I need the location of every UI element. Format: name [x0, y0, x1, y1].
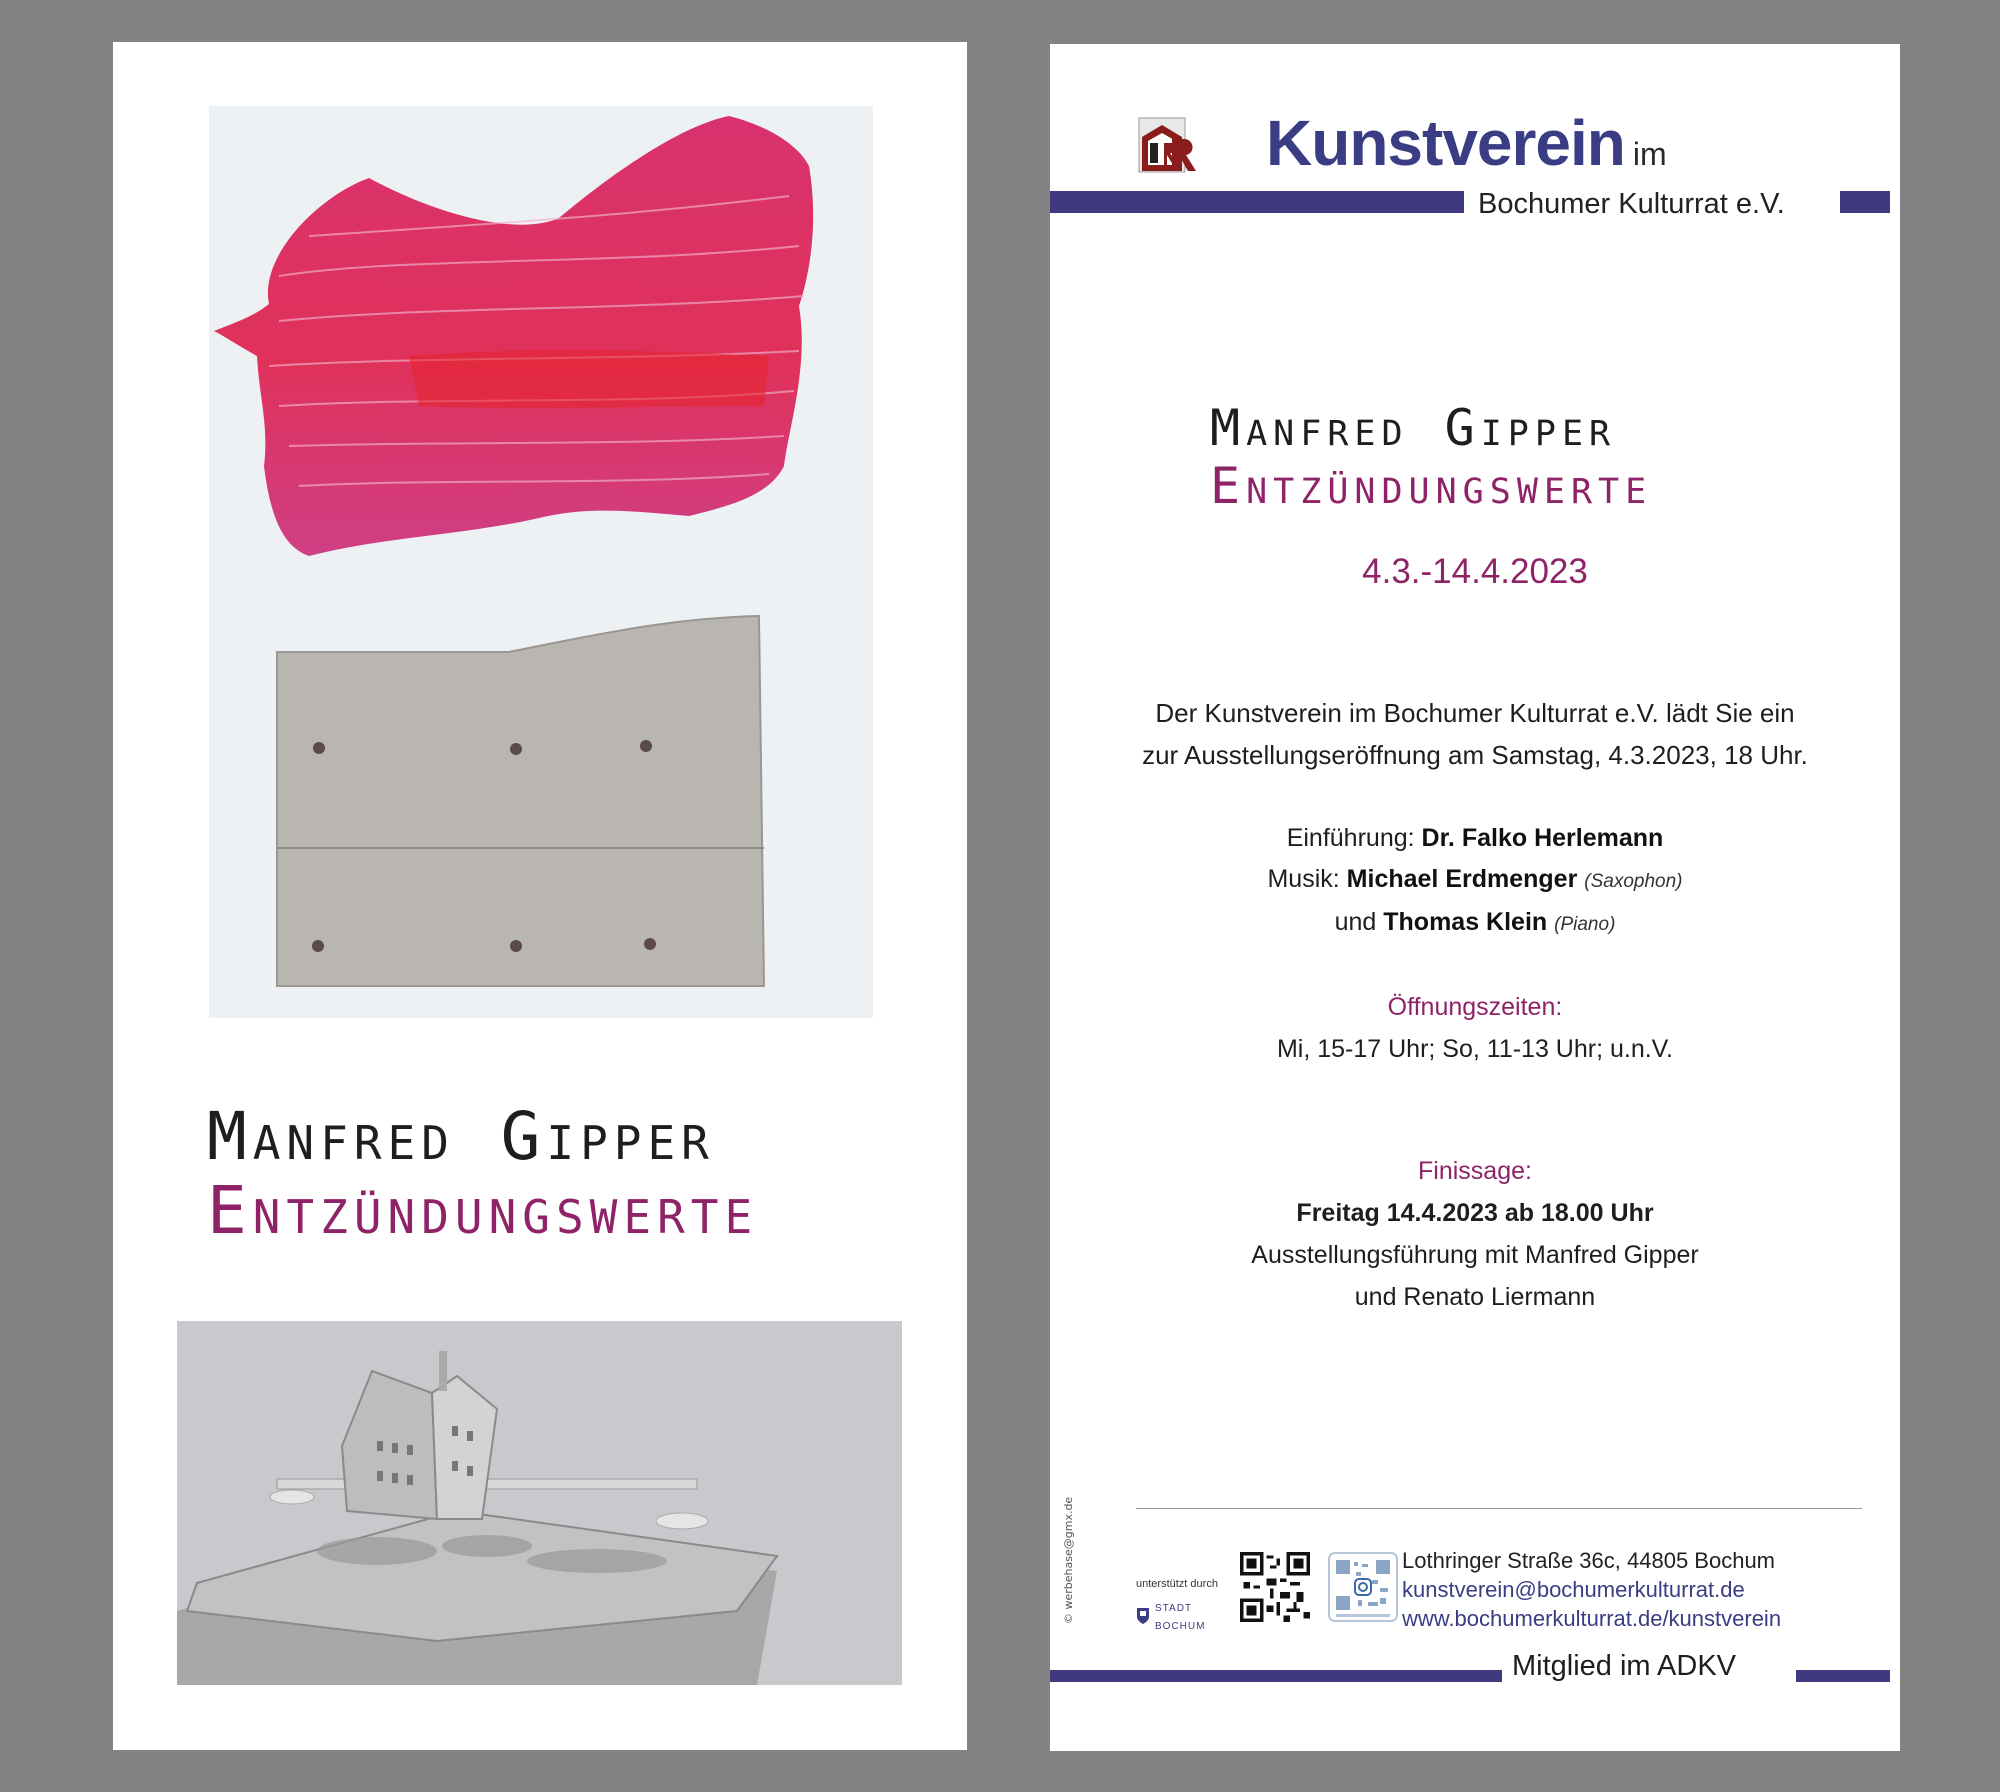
finissage-date: Freitag 14.4.2023 ab 18.00 Uhr: [1296, 1199, 1654, 1227]
invite-line-1: Der Kunstverein im Bochumer Kulturrat e.V. lädt Sie ein: [1155, 698, 1795, 728]
right-title-block: [1210, 400, 1652, 516]
invite-line-2: zur Ausstellungseröffnung am Samstag, 4.3.2023, 18 Uhr.: [1142, 740, 1808, 770]
header-bar-left: [1050, 191, 1464, 213]
flyer-back-panel: [1050, 44, 1900, 1751]
contact-block: [1402, 1546, 1781, 1633]
sponsor-city-1: STADT: [1155, 1603, 1193, 1614]
org-subtitle: Bochumer Kulturrat e.V.: [1478, 188, 1785, 220]
hours-value: Mi, 15-17 Uhr; So, 11-13 Uhr; u.n.V.: [1276, 1035, 1674, 1063]
qr-code-svg: [1240, 1552, 1310, 1622]
music-line: [1050, 859, 1900, 902]
bochum-shield-icon: [1136, 1607, 1150, 1625]
kulturrat-logo-icon: [1138, 117, 1200, 175]
music-and: und: [1334, 908, 1377, 936]
artist-name: Manfred Gipper: [1210, 399, 1617, 457]
opening-hours: [1050, 986, 1900, 1070]
exhibition-dates: 4.3.-14.4.2023: [1362, 552, 1588, 591]
finissage-line-2: und Renato Liermann: [1354, 1283, 1596, 1311]
artwork-brushstroke-svg: [209, 106, 873, 1018]
instagram-qr-svg: [1328, 1552, 1398, 1622]
org-name-im: im: [1632, 136, 1667, 172]
qr-code-icon[interactable]: [1240, 1552, 1310, 1622]
credits: [1050, 818, 1900, 945]
music-line-2: [1050, 902, 1900, 945]
flyer-front-panel: [113, 42, 967, 1750]
org-name: [1266, 106, 1667, 180]
artwork-brushstroke-concrete-image: [209, 106, 873, 1018]
sponsor-label: unterstützt durch: [1136, 1578, 1218, 1590]
music-name-1: Michael Erdmenger: [1346, 865, 1578, 893]
music-instrument-1: (Saxophon): [1584, 871, 1683, 892]
intro-label: Einführung:: [1286, 824, 1415, 852]
address: Lothringer Straße 36c, 44805 Bochum: [1402, 1548, 1776, 1573]
sponsor-city-2: BOCHUM: [1155, 1621, 1206, 1632]
intro-line: [1050, 818, 1900, 859]
kulturrat-logo: [1138, 117, 1200, 175]
footer-bar-right: [1796, 1670, 1890, 1682]
stadt-bochum-logo: [1136, 1598, 1218, 1634]
finissage-line-1: Ausstellungsführung mit Manfred Gipper: [1251, 1241, 1699, 1269]
music-instrument-2: (Piano): [1554, 914, 1616, 935]
finissage-label: Finissage:: [1418, 1157, 1532, 1185]
intro-name: Dr. Falko Herlemann: [1421, 824, 1664, 852]
music-name-2: Thomas Klein: [1383, 908, 1548, 936]
left-title-block: [207, 1098, 759, 1250]
exhibition-title: Entzündungswerte: [207, 1172, 759, 1249]
website-link[interactable]: www.bochumerkulturrat.de/kunstverein: [1402, 1606, 1782, 1631]
artist-name: Manfred Gipper: [207, 1098, 715, 1175]
copyright-text: © werbehase@gmx.de: [1062, 1496, 1075, 1624]
hours-label: Öffnungszeiten:: [1387, 993, 1563, 1021]
footer-bar-left: [1050, 1670, 1502, 1682]
email-link[interactable]: kunstverein@bochumerkulturrat.de: [1402, 1577, 1745, 1602]
footer-divider: [1136, 1508, 1862, 1509]
instagram-qr-code-icon[interactable]: [1328, 1552, 1398, 1622]
invitation-text: [1050, 692, 1900, 776]
adkv-membership: Mitglied im ADKV: [1512, 1650, 1737, 1682]
exhibition-title: Entzündungswerte: [1210, 457, 1653, 515]
finissage: [1050, 1150, 1900, 1318]
header-bar-right: [1840, 191, 1890, 213]
concrete-slab-shape: [277, 616, 764, 986]
music-label: Musik:: [1267, 865, 1340, 893]
org-name-main: Kunstverein: [1266, 107, 1625, 179]
artwork-house-sculpture-image: [177, 1321, 902, 1685]
sponsor-block: [1136, 1578, 1218, 1634]
house-sculpture-svg: [177, 1321, 902, 1685]
